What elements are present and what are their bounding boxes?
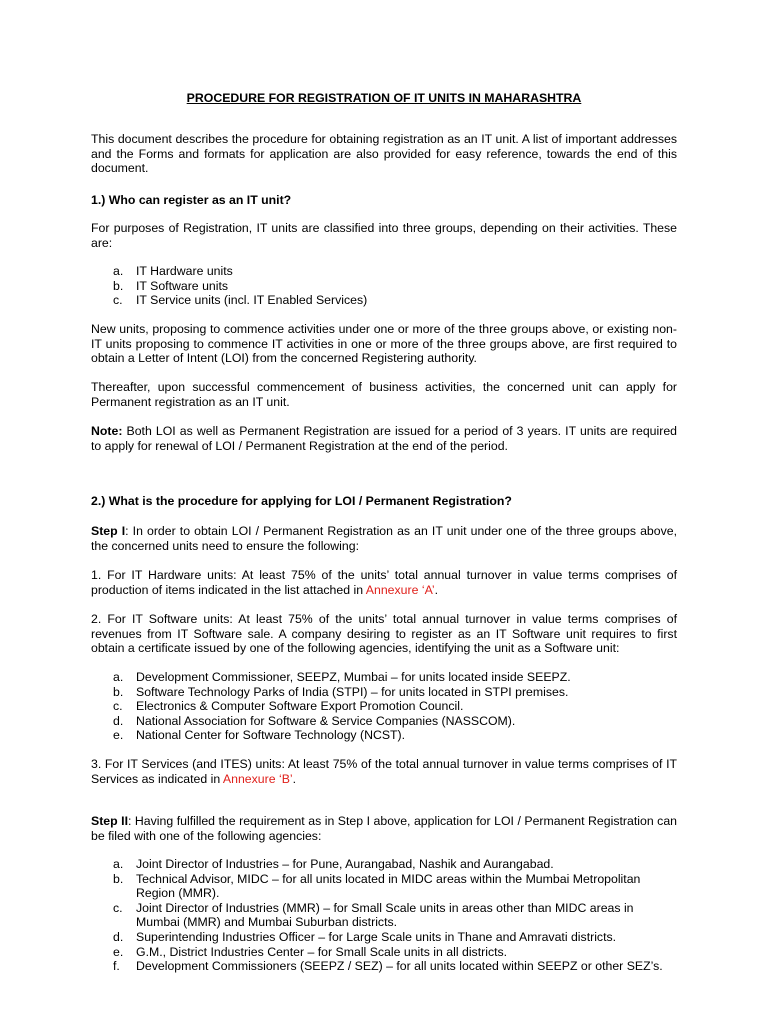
hardware-paragraph: 1. For IT Hardware units: At least 75% of the units’ total annual turnover in value terms comprises of production of items indicated in the list attached in Annexure ‘A’.	[91, 568, 677, 597]
list-item: a. Joint Director of Industries – for Pune, Aurangabad, Nashik and Aurangabad.	[113, 857, 554, 871]
list-item: b. Technical Advisor, MIDC – for all units located in MIDC areas within the Mumbai Metropolitan Region (MMR).	[113, 871, 641, 901]
list-item: b. Software Technology Parks of India (STPI) – for units located in STPI premises.	[113, 684, 569, 699]
section-1-heading: 1.) Who can register as an IT unit?	[91, 193, 292, 207]
note-label: Note:	[91, 424, 123, 438]
step-1-label: Step I	[91, 524, 126, 538]
list-item: a. Development Commissioner, SEEPZ, Mumbai – for units located inside SEEPZ.	[113, 670, 571, 684]
list-item: f. Development Commissioners (SEEPZ / SEZ) – for all units located within SEEPZ or other SEZ’s.	[113, 959, 663, 974]
document-title: PROCEDURE FOR REGISTRATION OF IT UNITS IN MAHARASHTRA	[186, 91, 582, 105]
it-groups-list	[113, 264, 677, 308]
step-1-paragraph: Step I: In order to obtain LOI / Permanent Registration as an IT unit under one of the three groups above, the concerned units need to ensure the following:	[91, 524, 677, 553]
list-item: e. G.M., District Industries Center – for Small Scale units in all districts.	[113, 944, 508, 959]
step-2-paragraph: Step II: Having fulfilled the requirement as in Step I above, application for LOI / Permanent Registration can be filed with one of the following agencies:	[91, 814, 677, 843]
intro-paragraph: This document describes the procedure for obtaining registration as an IT unit. A list of important addresses and the Forms and formats for application are also provided for easy reference, towards the end of this document.	[91, 132, 677, 176]
ites-paragraph: 3. For IT Services (and ITES) units: At least 75% of the total annual turnover in value terms comprises of IT Services as indicated in Annexure ‘B’.	[91, 757, 677, 786]
list-item: a. IT Hardware units	[113, 264, 233, 278]
thereafter-paragraph: Thereafter, upon successful commencement of business activities, the concerned unit can apply for Permanent registration as an IT unit.	[91, 380, 677, 409]
list-item: c. Electronics & Computer Software Export Promotion Council.	[113, 699, 464, 714]
list-item: d. Superintending Industries Officer – for Large Scale units in Thane and Amravati districts.	[113, 929, 617, 944]
list-item: c. IT Service units (incl. IT Enabled Services)	[113, 293, 368, 308]
list-item: b. IT Software units	[113, 278, 229, 293]
list-item: d. National Association for Software & Service Companies (NASSCOM).	[113, 713, 516, 728]
note-paragraph: Note: Both LOI as well as Permanent Registration are issued for a period of 3 years. IT units are required to apply for renewal of LOI / Permanent Registration at the end of the period.	[91, 424, 677, 453]
section-2-heading: 2.) What is the procedure for applying for LOI / Permanent Registration?	[91, 494, 512, 508]
filing-agencies-list	[113, 857, 677, 974]
software-agencies-list	[113, 670, 677, 743]
step-2-label: Step II	[91, 814, 128, 828]
software-paragraph: 2. For IT Software units: At least 75% of the units’ total annual turnover in value terms comprises of revenues from IT Software sale. A company desiring to register as an IT Software unit requires to first obtain a certificate issued by one of the following agencies, identifying the unit as a Software unit:	[91, 612, 677, 656]
annexure-b-reference: Annexure ‘B’	[222, 771, 293, 786]
list-item: e. National Center for Software Technology (NCST).	[113, 728, 406, 743]
list-item: c. Joint Director of Industries (MMR) – for Small Scale units in areas other than MIDC areas in Mumbai (MMR) and Mumbai Suburban districts.	[113, 900, 634, 930]
annexure-a-reference: Annexure ‘A’	[365, 582, 435, 597]
classification-paragraph: For purposes of Registration, IT units are classified into three groups, depending on their activities. These are:	[91, 221, 677, 250]
new-units-paragraph: New units, proposing to commence activities under one or more of the three groups above, or existing non-IT units proposing to commence IT activities in one or more of the three groups above, are first required to obtain a Letter of Intent (LOI) from the concerned Registering authority.	[91, 322, 677, 366]
